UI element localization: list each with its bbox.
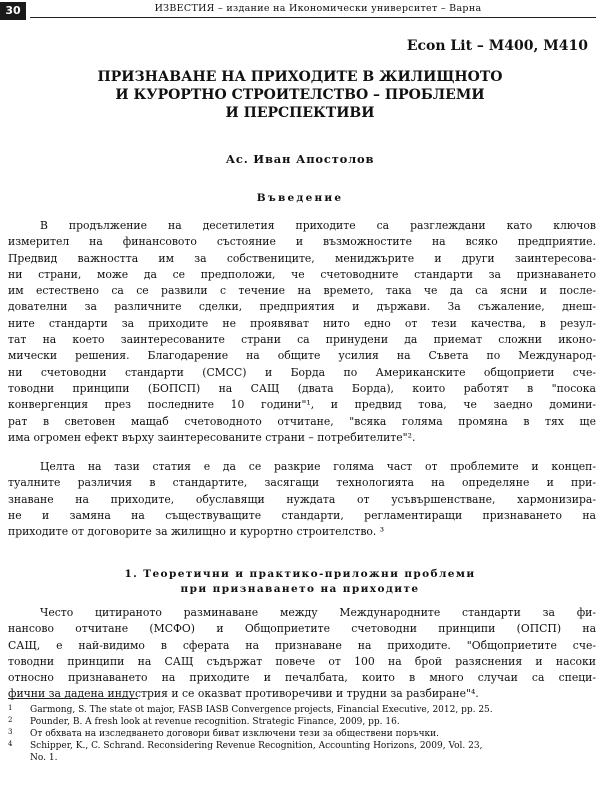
text-line: Предвид важността им за собствениците, мениджърите и други заинтересова- [8,251,596,265]
text-line: ните стандарти за приходите не проявяват нито едно от тези качества, в резул- [8,316,596,330]
page-number: 30 [0,2,26,20]
footnote-rule [8,698,138,699]
title-line: И ПЕРСПЕКТИВИ [225,105,375,121]
intro-heading: Въведение [256,192,344,204]
footnote-text: Schipper, K., C. Schrand. Reconsidering Revenue Recognition, Accounting Horizons, 2009, Vol. 23, [30,741,483,751]
text-line: приходите от договорите за жилищно и курортно строителство. ³ [8,525,385,539]
footnote [8,740,596,764]
heading-line: при признаването на приходите [180,583,420,595]
intro-paragraph-2 [8,459,596,540]
title-line: И КУРОРТНО СТРОИТЕЛСТВО – ПРОБЛЕМИ [115,87,485,103]
text-line: товодни принципи (БОПСП) на САЩ (двата Борда), които работят в "посока [8,381,596,395]
footnote-number: 4 [8,740,13,748]
text-line: конвергенция през последните 10 години"¹, и предвид това, че заедно домини- [8,398,596,412]
text-line: товодни принципи на САЩ съдържат повече от 100 на брой разяснения и насоки [8,654,596,668]
text-line: фични за дадена индустрия и се оказват противоречиви и трудни за разбиране"⁴. [8,687,479,701]
section-1-heading [0,567,600,597]
text-line: рат в световен мащаб счетоводното отчитане, "всяка голяма промяна в тях ще [8,414,596,428]
section-1-paragraph [8,605,596,703]
text-line: ни счетоводни стандарти (СМСС) и Борда по Американските общоприети сче- [8,365,596,379]
text-line: относно признаването на приходите и печалбата, които в много случаи са специ- [8,671,596,685]
text-line: САЩ, е най-видимо в сферата на признаване на приходите. "Общоприетите сче- [8,638,596,652]
footnote [8,704,596,716]
intro-paragraph-1 [8,218,596,446]
text-line: В продължение на десетилетия приходите са разглеждани като ключов [40,219,596,232]
text-line: им естествено са се развили с течение на времето, така че да са ясни и после- [8,284,596,298]
text-line: Целта на тази статия е да се разкрие голяма част от проблемите и концеп- [40,460,596,473]
footnote-text: От обхвата на изследването договори биват изключени тези за обществени поръчки. [30,729,439,739]
footnote-text: Pounder, B. A fresh look at revenue recognition. Strategic Finance, 2009, pp. 16. [30,717,400,727]
text-line: мически решения. Благодарение на общите усилия на Съвета по Международ- [8,349,596,363]
text-line: знаване на приходите, обуславящи нуждата от усъвършенстване, хармонизира- [8,492,596,506]
author: Ас. Иван Апостолов [225,152,375,166]
text-line: туалните различия в стандартите, засягащи технологията на определяне и при- [8,476,596,490]
header-rule [30,17,596,18]
footnotes [8,704,596,764]
text-line: Често цитираното разминаване между Международните стандарти за фи- [40,606,596,619]
paragraph [8,459,596,540]
footnote [8,716,596,728]
footnote-text: Garmong, S. The state ot major, FASB IASB Convergence projects, Financial Executive, 2012, pp. 25. [30,705,493,715]
text-line: дователни за различните сделки, предприятия и държави. За съжаление, днеш- [8,300,596,314]
footnote [8,728,596,740]
title-line: ПРИЗНАВАНЕ НА ПРИХОДИТЕ В ЖИЛИЩНОТО [97,69,503,85]
journal-title: ИЗВЕСТИЯ – издание на Икономически университет – Варна [154,3,482,14]
text-line: не и замяна на съществуващите стандарти, регламентиращи признаването на [8,508,596,522]
text-line: ни страни, може да се предположи, че счетоводните стандарти за признаването [8,267,596,281]
footnote-number: 3 [8,728,13,736]
footnote-number: 2 [8,716,13,724]
jel-codes: Econ Lit – M400, M410 [406,38,588,54]
text-line: измерител на финансовото състояние и възможностите на всяко предприятие. [8,235,596,249]
running-header [0,0,600,22]
article-title [40,68,560,122]
text-line: нансово отчитане (МСФО) и Общоприетите счетоводни принципи (ОПСП) на [8,622,596,636]
heading-line: 1. Теоретични и практико-приложни проблеми [124,568,476,580]
paragraph [8,605,596,703]
text-line: има огромен ефект върху заинтересованите страни – потребителите"². [8,430,416,444]
text-line: тат на което заинтересованите страни са принудени да приемат сложни иконо- [8,333,596,347]
footnote-number: 1 [8,704,13,712]
footnote-continuation: No. 1. [30,753,58,763]
paragraph [8,218,596,446]
